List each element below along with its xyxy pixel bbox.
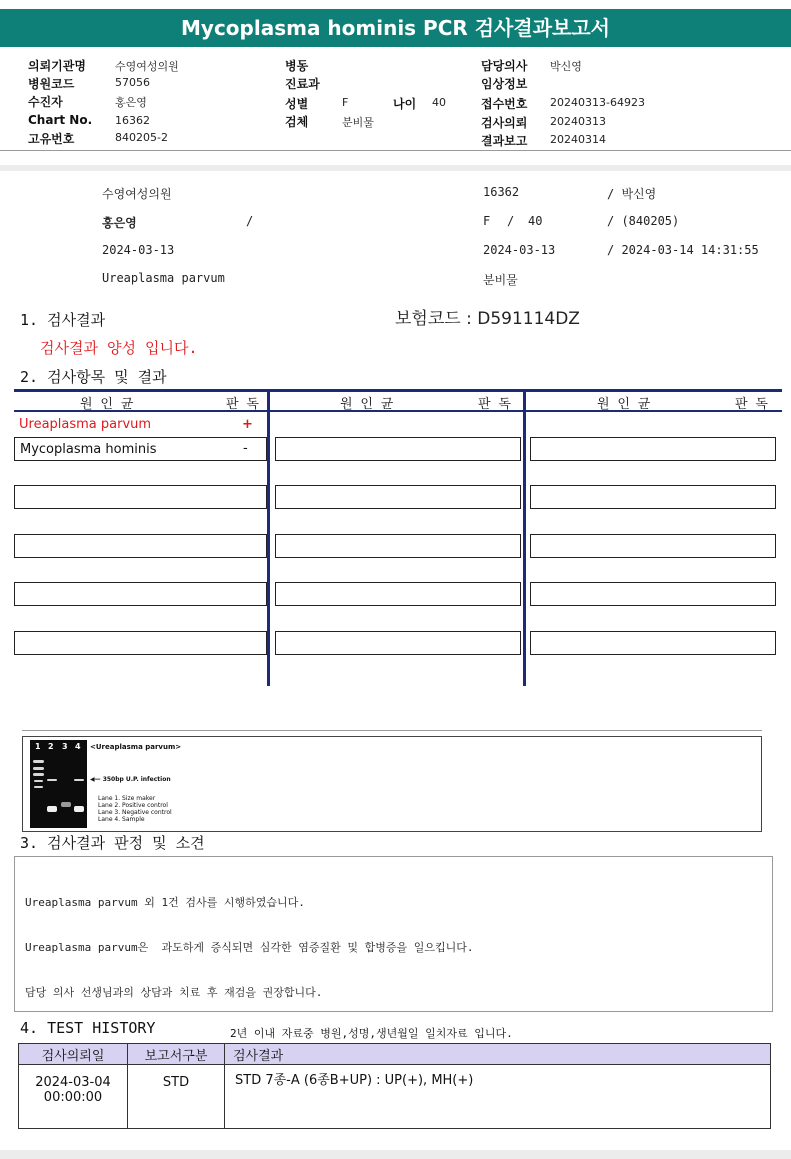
summary-slash: /	[246, 214, 254, 228]
header-label: 접수번호	[481, 97, 528, 111]
pathogen-result-negative: -	[243, 441, 248, 456]
summary-receive-date: 2024-03-13	[483, 243, 556, 257]
gel-band	[61, 802, 71, 807]
header-grey-band	[0, 165, 791, 171]
result-cell	[530, 534, 776, 558]
summary-report-datetime: / 2024-03-14 14:31:55	[607, 243, 759, 257]
gel-marker-label: ◀— 350bp U.P. infection	[90, 776, 171, 783]
insurance-code: 보험코드 : D591114DZ	[395, 309, 580, 329]
col-header-pathogen: 원 인 균	[80, 397, 134, 412]
result-cell	[14, 485, 267, 509]
result-cell	[275, 582, 521, 606]
gel-legend	[98, 795, 172, 823]
col-header-pathogen: 원 인 균	[597, 397, 651, 412]
header-label: 담당의사	[481, 59, 528, 73]
gel-legend-item: Lane 2. Positive control	[98, 802, 168, 809]
result-cell	[275, 534, 521, 558]
result-cell	[530, 437, 776, 461]
summary-request-date: 2024-03-13	[102, 243, 175, 257]
header-label: 결과보고	[481, 134, 528, 148]
pathogen-name-ureaplasma-parvum: Ureaplasma parvum	[19, 417, 152, 432]
gel-legend-item: Lane 4. Sample	[98, 816, 145, 823]
history-note: 2년 이내 자료중 병원,성명,생년월일 일치자료 입니다.	[230, 1027, 513, 1040]
history-table	[18, 1043, 771, 1129]
history-col-header: 검사결과	[225, 1044, 771, 1065]
lane-label: 2	[48, 742, 54, 751]
header-value: 840205-2	[115, 131, 168, 144]
header-value: 수영여성의원	[115, 60, 179, 73]
gel-image	[30, 740, 87, 828]
result-cell	[14, 534, 267, 558]
table-col-divider	[267, 389, 270, 686]
result-positive-text: 검사결과 양성 입니다.	[40, 339, 198, 357]
header-value: 20240313-64923	[550, 96, 645, 109]
section-4-title: 4. TEST HISTORY	[20, 1019, 156, 1037]
result-cell	[14, 582, 267, 606]
result-cell	[275, 631, 521, 655]
specimen-label: 검체	[285, 115, 309, 129]
opinion-line: 담당 의사 선생님과의 상담과 치료 후 재검을 권장합니다.	[25, 986, 323, 999]
summary-test-name: Ureaplasma parvum	[102, 271, 225, 285]
header-row	[28, 92, 268, 112]
gel-band	[34, 780, 43, 782]
col-header-pathogen: 원 인 균	[340, 397, 394, 412]
header-row	[28, 74, 268, 92]
header-col-3	[481, 56, 741, 150]
specimen-value: 분비물	[342, 116, 374, 129]
result-cell	[275, 437, 521, 461]
result-cell	[530, 485, 776, 509]
summary-chart-no: 16362	[483, 185, 520, 199]
summary-specimen: 분비물	[483, 273, 518, 287]
table-top-rule	[14, 389, 782, 392]
history-header-row	[19, 1044, 771, 1065]
lane-label: 4	[75, 742, 81, 751]
header-value: 박신영	[550, 60, 582, 73]
opinion-text	[25, 865, 473, 1030]
history-date: 2024-03-04	[35, 1075, 111, 1090]
gel-band	[74, 779, 84, 781]
table-col-divider	[523, 389, 526, 686]
section-1-title: 1. 검사결과	[20, 311, 106, 329]
header-value: 16362	[115, 114, 150, 127]
header-row	[481, 132, 741, 150]
header-value: 20240313	[550, 115, 606, 128]
summary-patient: 홍은영	[102, 216, 137, 230]
header-value: 57056	[115, 76, 150, 89]
header-value: 20240314	[550, 133, 606, 146]
history-col-header: 검사의뢰일	[19, 1044, 128, 1065]
history-date-cell	[19, 1065, 128, 1129]
header-col-1	[28, 56, 268, 148]
gel-band	[34, 786, 43, 788]
gel-top-rule	[22, 730, 762, 731]
gel-band	[33, 773, 44, 776]
page-bottom-band	[0, 1150, 791, 1159]
sex-label: 성별	[285, 97, 309, 111]
report-title: Mycoplasma hominis PCR 검사결과보고서	[0, 9, 791, 47]
age-label: 나이	[393, 97, 417, 111]
col-header-judgment: 판 독	[478, 397, 511, 412]
history-type: STD	[128, 1065, 225, 1129]
lane-label: 3	[62, 742, 68, 751]
gel-band	[47, 779, 57, 781]
ward-label: 병동	[285, 59, 309, 73]
result-cell	[14, 631, 267, 655]
header-value: 홍은영	[115, 96, 147, 109]
section-3-title: 3. 검사결과 판정 및 소견	[20, 834, 205, 852]
opinion-box	[14, 856, 773, 1012]
lane-label: 1	[35, 742, 41, 751]
department-label: 진료과	[285, 77, 320, 91]
history-row	[19, 1065, 771, 1129]
history-col-header: 보고서구분	[128, 1044, 225, 1065]
result-cell	[14, 437, 267, 461]
gel-band	[33, 760, 44, 763]
age-value: 40	[432, 96, 446, 109]
gel-legend-item: Lane 3. Negative control	[98, 809, 172, 816]
header-row	[28, 112, 268, 130]
header-label: 임상정보	[481, 77, 528, 91]
header-label: 병원코드	[28, 77, 75, 91]
result-cell	[530, 582, 776, 606]
header-label: 의뢰기관명	[28, 59, 86, 73]
header-label: 검사의뢰	[481, 116, 528, 130]
col-header-judgment: 판 독	[735, 397, 768, 412]
result-cell	[530, 631, 776, 655]
summary-slash: /	[507, 214, 515, 228]
header-row	[28, 130, 268, 148]
gel-band	[47, 806, 57, 812]
header-label: 수진자	[28, 95, 63, 109]
header-row	[481, 94, 741, 114]
result-cell	[275, 485, 521, 509]
gel-legend-item: Lane 1. Size maker	[98, 795, 156, 802]
pathogen-name-mycoplasma-hominis: Mycoplasma hominis	[20, 442, 157, 457]
history-result: STD 7종-A (6종B+UP) : UP(+), MH(+)	[225, 1065, 771, 1129]
opinion-line: Ureaplasma parvum 외 1건 검사를 시행하였습니다.	[25, 896, 305, 909]
header-label: Chart No.	[28, 113, 93, 127]
header-label: 고유번호	[28, 132, 75, 146]
opinion-line: Ureaplasma parvum은 과도하게 증식되면 심각한 염증질환 및 합병증을 일으킵니다.	[25, 941, 474, 954]
header-row	[28, 56, 268, 74]
summary-birth: / (840205)	[607, 214, 680, 228]
gel-band	[33, 767, 44, 770]
header-row	[481, 74, 741, 94]
col-header-judgment: 판 독	[226, 397, 259, 412]
pathogen-result-positive: +	[242, 417, 253, 432]
section-2-title: 2. 검사항목 및 결과	[20, 368, 167, 386]
gel-title: <Ureaplasma parvum>	[90, 743, 182, 751]
summary-sex: F	[483, 214, 491, 228]
header-divider	[0, 150, 791, 151]
header-row	[481, 114, 741, 132]
summary-hospital: 수영여성의원	[102, 187, 172, 201]
summary-doctor: / 박신영	[607, 187, 657, 201]
gel-band	[74, 806, 84, 812]
summary-age: 40	[528, 214, 543, 228]
header-row	[481, 56, 741, 74]
history-time: 00:00:00	[43, 1090, 103, 1105]
sex-value: F	[342, 96, 349, 109]
